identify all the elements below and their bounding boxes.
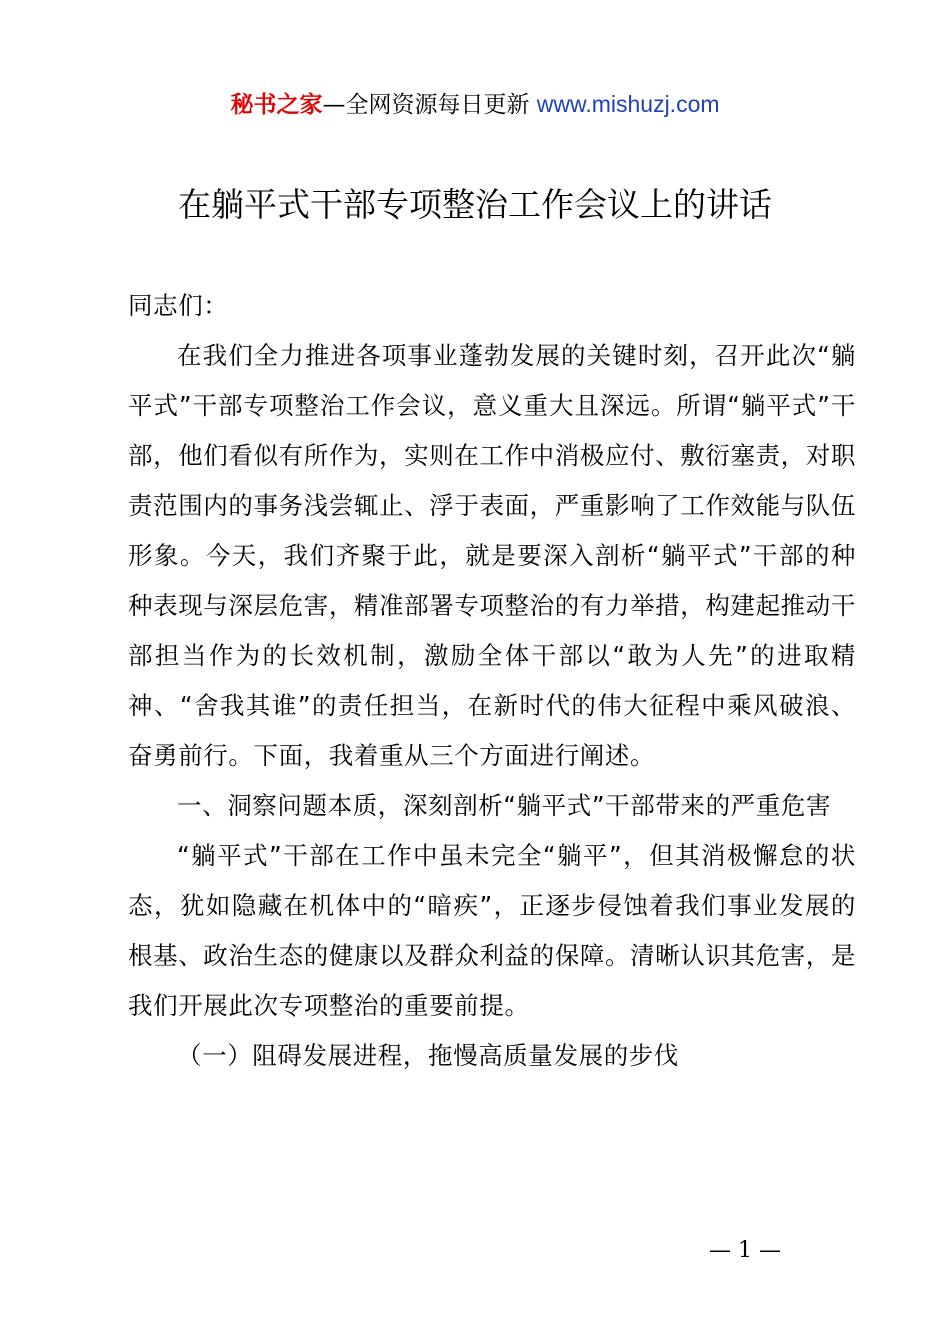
page-number: — 1 — [709,1238,781,1263]
salutation: 同志们： [128,291,229,320]
brand-name: 秘书之家 [230,92,323,118]
site-url[interactable]: www.mishuzj.com [536,91,720,117]
paragraph-section-1: “躺平式”干部在工作中虽未完全“躺平”，但其消极懈怠的状态，犹如隐藏在机体中的“暗疾”，正逐步侵蚀着我们事业发展的根基、政治生态的健康以及群众利益的保障。清晰认识其危害，是我们开展此次专项整治的重要前提。 [128,841,856,1020]
site-header [0,88,950,121]
paragraph-intro: 在我们全力推进各项事业蓬勃发展的关键时刻，召开此次“躺平式”干部专项整治工作会议，意义重大且深远。所谓“躺平式”干部，他们看似有所作为，实则在工作中消极应付、敷衍塞责，对职责范围内的事务浅尝辄止、浮于表面，严重影响了工作效能与队伍形象。今天，我们齐聚于此，就是要深入剖析“躺平式”干部的种种表现与深层危害，精准部署专项整治的有力举措，构建起推动干部担当作为的长效机制，激励全体干部以“敢为人先”的进取精神、“舍我其谁”的责任担当，在新时代的伟大征程中乘风破浪、奋勇前行。下面，我着重从三个方面进行阐述。 [128,341,856,770]
document-title: 在躺平式干部专项整治工作会议上的讲话 [178,185,772,224]
document-body [128,281,856,1081]
section-heading-1: 一、洞察问题本质，深刻剖析“躺平式”干部带来的严重危害 [177,791,832,820]
header-slogan: —全网资源每日更新 [322,92,530,118]
subheading-1-1: （一）阻碍发展进程，拖慢高质量发展的步伐 [177,1041,679,1070]
